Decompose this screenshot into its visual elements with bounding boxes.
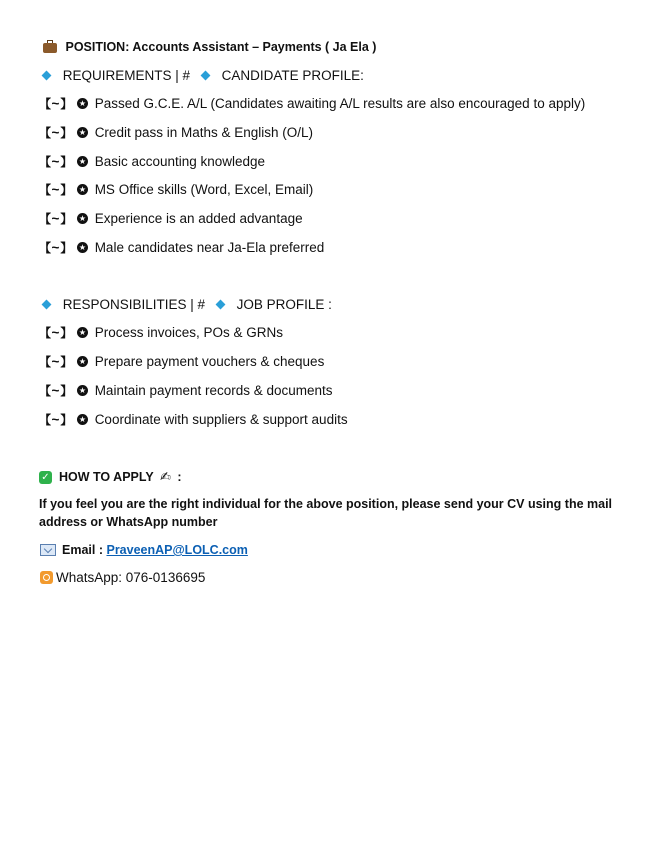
responsibilities-heading-right: JOB PROFILE : — [236, 297, 332, 312]
tilde: ~ — [51, 154, 60, 169]
bracket-open: 【 — [39, 355, 51, 369]
requirement-text: MS Office skills (Word, Excel, Email) — [94, 182, 314, 197]
list-item — [39, 124, 313, 142]
diamond-icon — [215, 300, 225, 310]
list-item — [39, 239, 324, 257]
star-bullet-icon: ★ — [78, 328, 86, 338]
diamond-icon — [42, 300, 52, 310]
check-icon: ✓ — [39, 471, 52, 484]
star-bullet-icon: ★ — [78, 99, 86, 109]
email-label: Email : — [62, 543, 103, 557]
requirements-heading-right: CANDIDATE PROFILE: — [221, 68, 364, 83]
writing-hand-icon: ✍ — [159, 469, 171, 484]
responsibility-text: Maintain payment records & documents — [94, 383, 333, 398]
responsibility-text: Coordinate with suppliers & support audits — [94, 412, 348, 427]
diamond-icon — [42, 71, 52, 81]
tilde: ~ — [51, 325, 60, 340]
requirement-text: Credit pass in Maths & English (O/L) — [94, 125, 314, 140]
bracket-close: 】 — [60, 126, 72, 140]
requirements-heading-left: REQUIREMENTS | # — [62, 68, 191, 83]
phone-icon — [40, 571, 53, 584]
responsibilities-heading — [39, 296, 332, 314]
requirements-heading — [39, 67, 364, 85]
bracket-open: 【 — [39, 155, 51, 169]
requirement-text: Male candidates near Ja-Ela preferred — [94, 240, 325, 255]
list-item — [39, 210, 303, 228]
bracket-open: 【 — [39, 97, 51, 111]
bracket-close: 】 — [60, 97, 72, 111]
position-title-row — [39, 38, 376, 56]
tilde: ~ — [51, 383, 60, 398]
bracket-open: 【 — [39, 212, 51, 226]
whatsapp-row — [39, 569, 205, 587]
requirement-text: Experience is an added advantage — [94, 211, 303, 226]
bracket-close: 】 — [60, 384, 72, 398]
list-item — [39, 324, 283, 342]
tilde: ~ — [51, 125, 60, 140]
star-bullet-icon: ★ — [78, 214, 86, 224]
email-row — [39, 541, 248, 559]
tilde: ~ — [51, 96, 60, 111]
list-item — [39, 411, 348, 429]
bracket-close: 】 — [60, 183, 72, 197]
tilde: ~ — [51, 412, 60, 427]
bracket-close: 】 — [60, 155, 72, 169]
mail-icon — [40, 544, 56, 556]
bracket-open: 【 — [39, 413, 51, 427]
tilde: ~ — [51, 354, 60, 369]
bracket-close: 】 — [60, 413, 72, 427]
bracket-open: 【 — [39, 384, 51, 398]
responsibility-text: Process invoices, POs & GRNs — [94, 325, 283, 340]
email-link[interactable]: PraveenAP@LOLC.com — [106, 543, 248, 557]
whatsapp-text: WhatsApp: 076-0136695 — [56, 570, 206, 585]
list-item — [39, 153, 265, 171]
list-item — [39, 382, 333, 400]
star-bullet-icon: ★ — [78, 357, 86, 367]
how-to-apply-colon: : — [177, 470, 182, 484]
position-title: POSITION: Accounts Assistant – Payments ( Ja Ela ) — [65, 40, 377, 54]
star-bullet-icon: ★ — [78, 243, 86, 253]
bracket-open: 【 — [39, 183, 51, 197]
bracket-close: 】 — [60, 241, 72, 255]
responsibility-text: Prepare payment vouchers & cheques — [94, 354, 325, 369]
star-bullet-icon: ★ — [78, 386, 86, 396]
tilde: ~ — [51, 240, 60, 255]
diamond-icon — [200, 71, 210, 81]
apply-instructions: If you feel you are the right individual for the above position, please send your CV using the mail address or WhatsApp number — [39, 497, 613, 529]
list-item — [39, 353, 324, 371]
bracket-close: 】 — [60, 326, 72, 340]
briefcase-icon — [43, 43, 57, 53]
responsibilities-heading-left: RESPONSIBILITIES | # — [62, 297, 206, 312]
bracket-open: 【 — [39, 326, 51, 340]
star-bullet-icon: ★ — [78, 157, 86, 167]
star-bullet-icon: ★ — [78, 415, 86, 425]
star-bullet-icon: ★ — [78, 128, 86, 138]
bracket-open: 【 — [39, 126, 51, 140]
how-to-apply-heading — [39, 468, 182, 486]
star-bullet-icon: ★ — [78, 185, 86, 195]
list-item — [39, 181, 313, 199]
tilde: ~ — [51, 211, 60, 226]
requirement-text: Passed G.C.E. A/L (Candidates awaiting A/L results are also encouraged to apply) — [94, 96, 586, 111]
bracket-close: 】 — [60, 355, 72, 369]
how-to-apply-label: HOW TO APPLY — [59, 470, 154, 484]
bracket-open: 【 — [39, 241, 51, 255]
bracket-close: 】 — [60, 212, 72, 226]
list-item — [39, 95, 585, 113]
requirement-text: Basic accounting knowledge — [94, 154, 266, 169]
tilde: ~ — [51, 182, 60, 197]
